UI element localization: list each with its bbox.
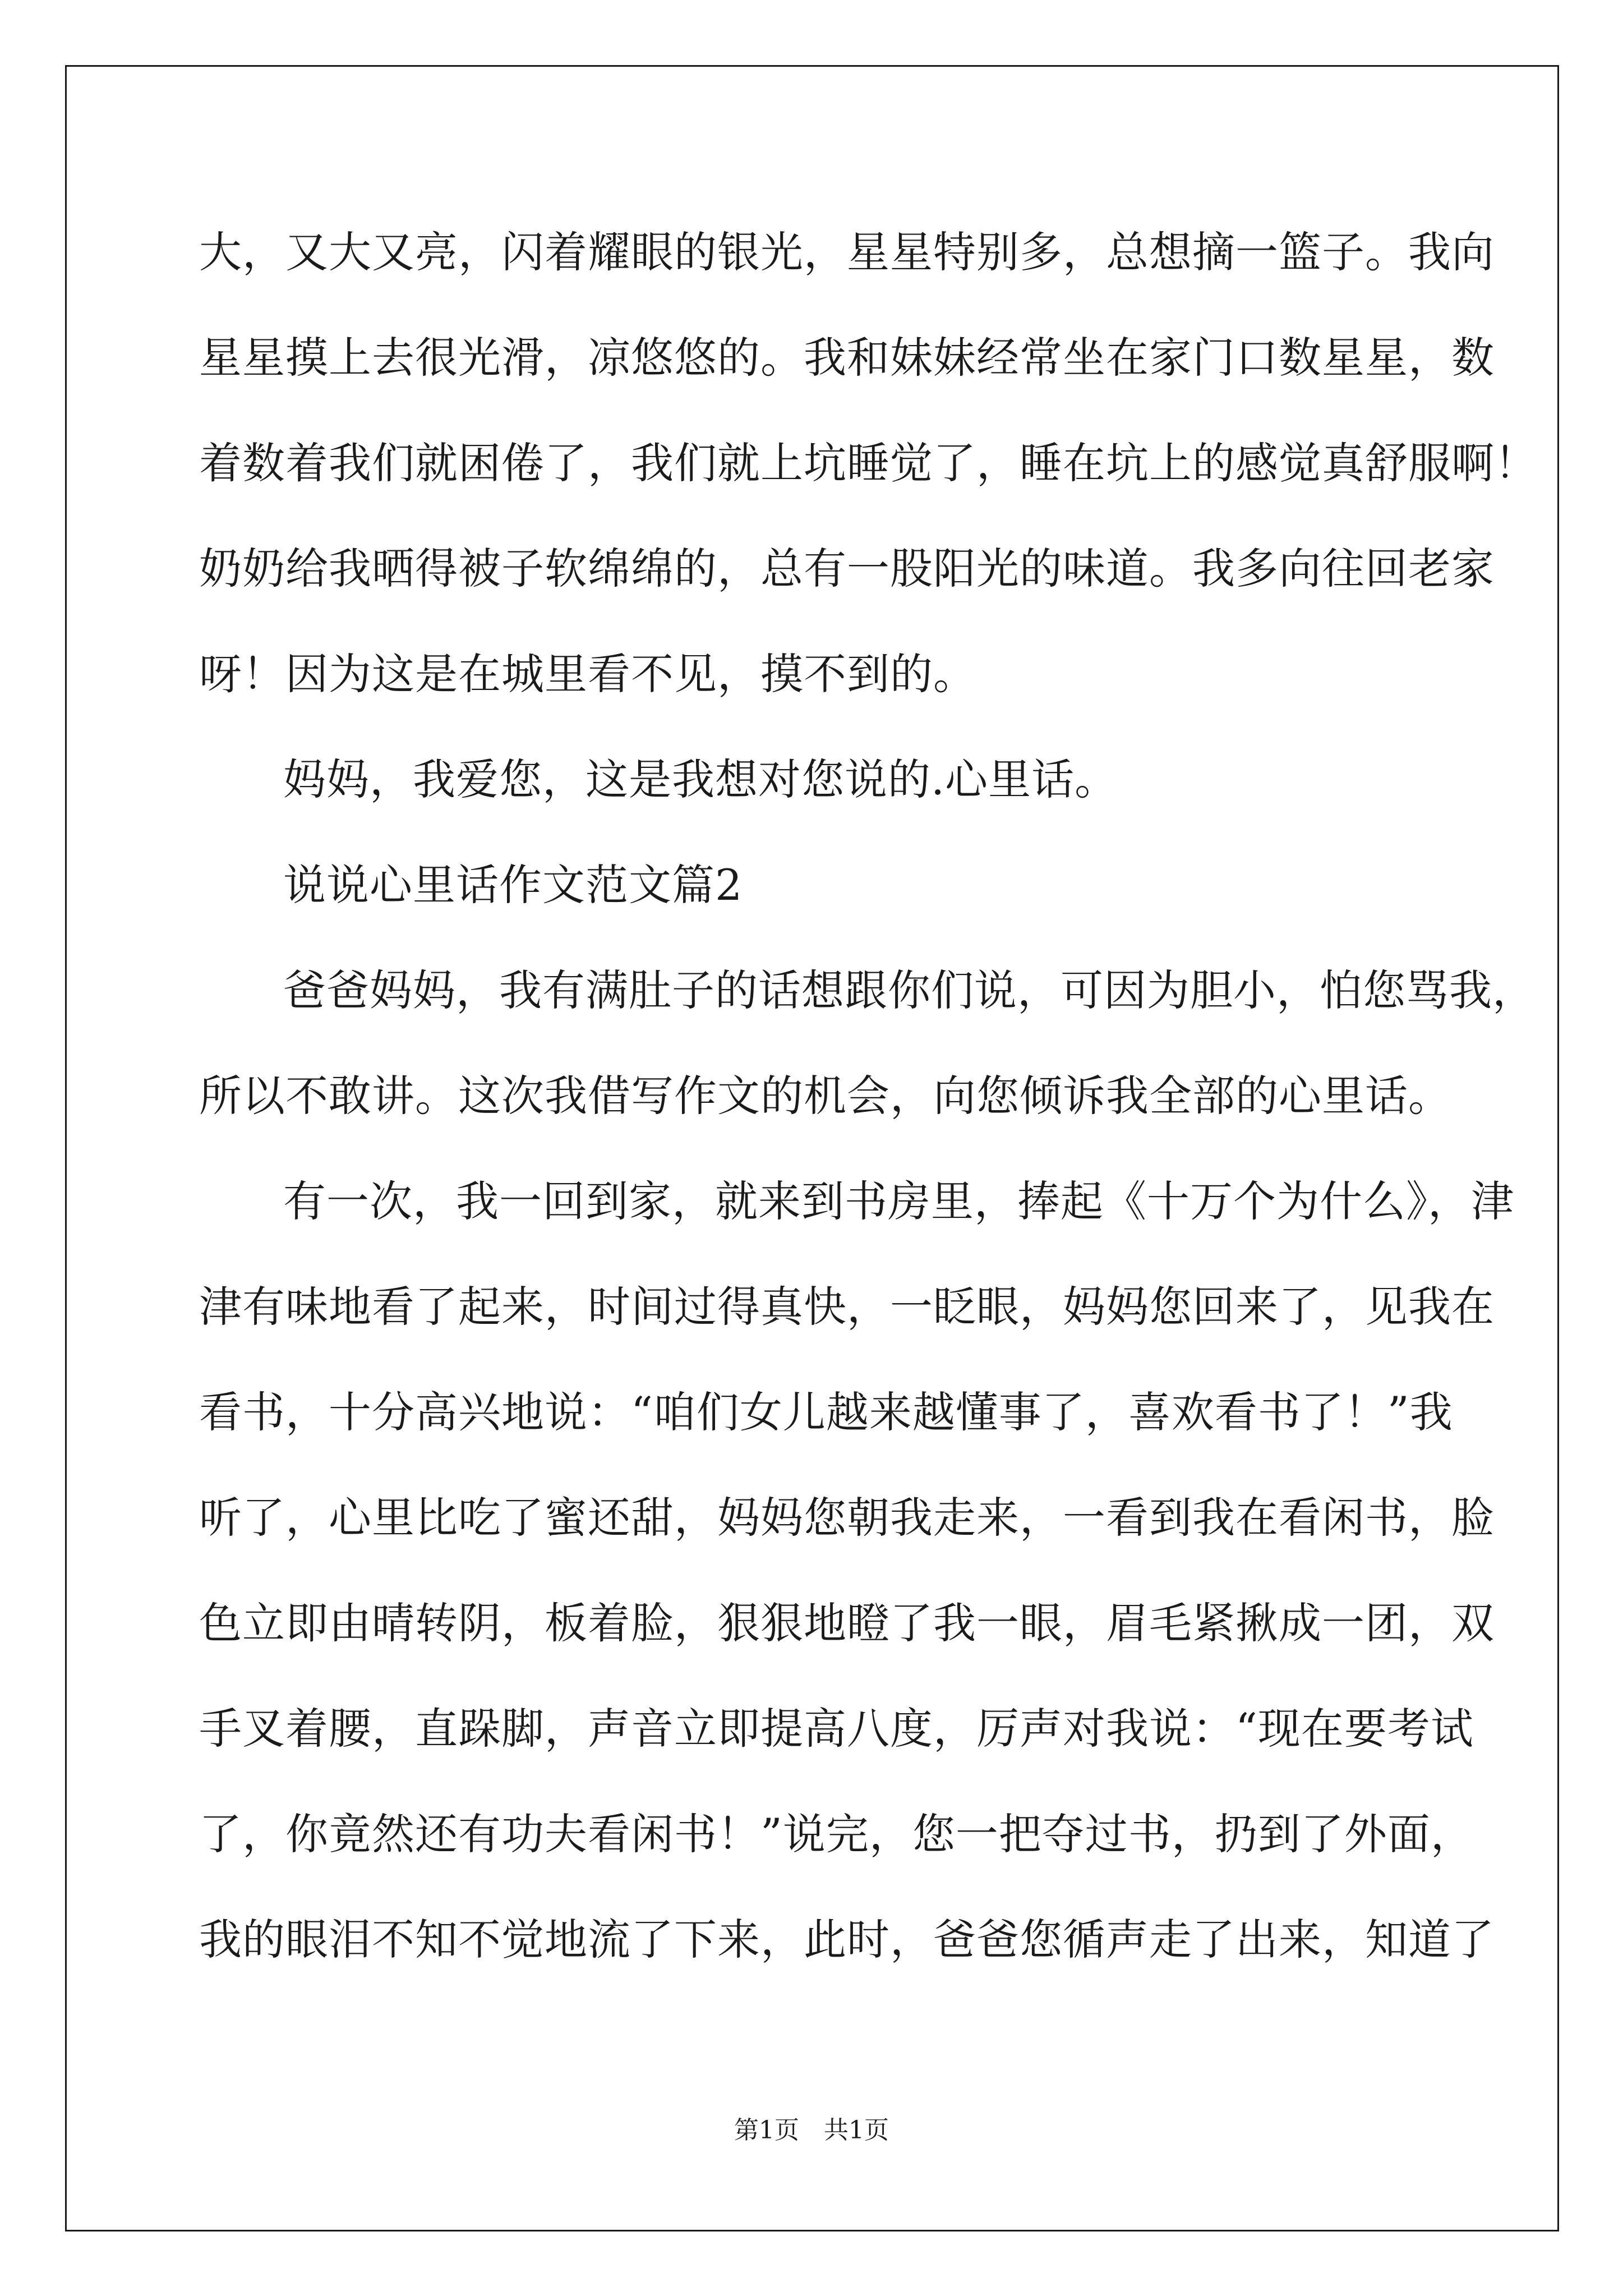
text-line: 妈妈，我爱您，这是我想对您说的.心里话。 [283,754,1118,804]
text-line: 了，你竟然还有功夫看闲书！”说完，您一把夺过书，扔到了外面， [199,1809,1474,1859]
page-border [65,65,1559,2231]
text-line: 呀！因为这是在城里看不见，摸不到的。 [199,649,976,699]
text-line: 我的眼泪不知不觉地流了下来，此时，爸爸您循声走了出来，知道了 [199,1915,1495,1964]
text-line: 奶奶给我晒得被子软绵绵的，总有一股阳光的味道。我多向往回老家 [199,544,1495,593]
page-footer: 第1页 共1页 [734,2116,889,2145]
text-line: 所以不敢讲。这次我借写作文的机会，向您倾诉我全部的心里话。 [199,1071,1451,1121]
text-line: 色立即由晴转阴，板着脸，狠狠地瞪了我一眼，眉毛紧揪成一团，双 [199,1598,1495,1648]
text-line: 手叉着腰，直跺脚，声音立即提高八度，厉声对我说：“现在要考试 [199,1704,1474,1754]
text-line: 有一次，我一回到家，就来到书房里，捧起《十万个为什么》，津 [283,1176,1514,1226]
text-line: 津有味地看了起来，时间过得真快，一眨眼，妈妈您回来了，见我在 [199,1282,1495,1332]
text-line: 爸爸妈妈，我有满肚子的话想跟你们说，可因为胆小，怕您骂我， [283,965,1536,1015]
text-line: 大，又大又亮，闪着耀眼的银光，星星特别多，总想摘一篮子。我向 [199,227,1495,277]
text-line: 听了，心里比吃了蜜还甜，妈妈您朝我走来，一看到我在看闲书，脸 [199,1493,1495,1543]
text-line: 看书，十分高兴地说：“咱们女儿越来越懂事了，喜欢看书了！”我 [199,1387,1453,1437]
section-heading: 说说心里话作文范文篇2 [283,860,743,910]
text-line: 星星摸上去很光滑，凉悠悠的。我和妹妹经常坐在家门口数星星，数 [199,333,1495,383]
text-line: 着数着我们就困倦了，我们就上坑睡觉了，睡在坑上的感觉真舒服啊！ [199,438,1538,488]
